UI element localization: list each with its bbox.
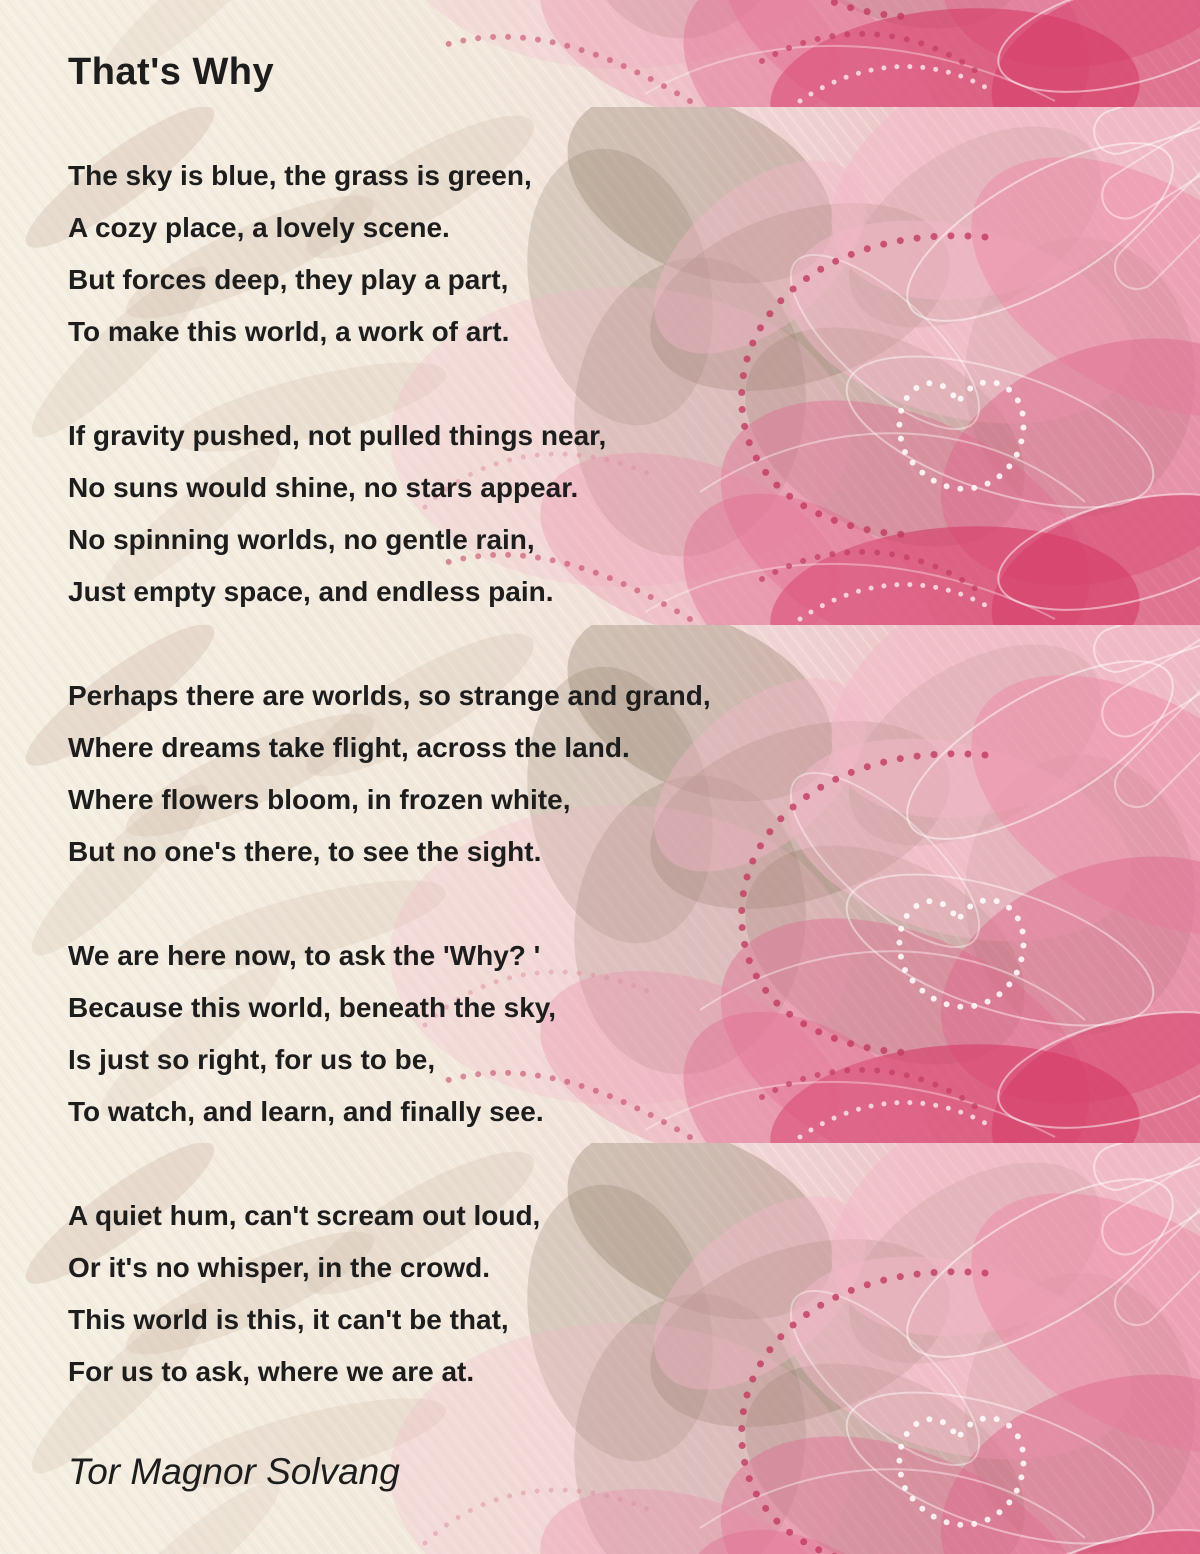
poem-stanzas <box>68 150 1170 1398</box>
stanza <box>68 150 1170 358</box>
poem-line: Where flowers bloom, in frozen white, <box>68 783 571 815</box>
poem-line: To make this world, a work of art. <box>68 315 510 347</box>
poem-line: Perhaps there are worlds, so strange and grand, <box>68 679 711 711</box>
poem-line: Where dreams take flight, across the land. <box>68 731 630 763</box>
poem-line: A cozy place, a lovely scene. <box>68 211 450 243</box>
poem-line: For us to ask, where we are at. <box>68 1355 475 1387</box>
poem-author: Tor Magnor Solvang <box>68 1450 400 1492</box>
poem-line: Or it's no whisper, in the crowd. <box>68 1251 491 1283</box>
stanza <box>68 410 1170 618</box>
poem-line: A quiet hum, can't scream out loud, <box>68 1199 541 1231</box>
stanza <box>68 930 1170 1138</box>
poem-line: Because this world, beneath the sky, <box>68 991 557 1023</box>
poem-title: That's Why <box>68 51 275 93</box>
poem-line: To watch, and learn, and finally see. <box>68 1095 544 1127</box>
poem-line: No spinning worlds, no gentle rain, <box>68 523 535 555</box>
stanza <box>68 670 1170 878</box>
poem-line: If gravity pushed, not pulled things near, <box>68 419 607 451</box>
poem-line: Just empty space, and endless pain. <box>68 575 554 607</box>
poem-line: The sky is blue, the grass is green, <box>68 159 532 191</box>
stanza <box>68 1190 1170 1398</box>
poem-line: But no one's there, to see the sight. <box>68 835 542 867</box>
poem-line: Is just so right, for us to be, <box>68 1043 436 1075</box>
poem-line: No suns would shine, no stars appear. <box>68 471 579 503</box>
poem-line: But forces deep, they play a part, <box>68 263 509 295</box>
poem-line: This world is this, it can't be that, <box>68 1303 509 1335</box>
poem-line: We are here now, to ask the 'Why? ' <box>68 939 541 971</box>
